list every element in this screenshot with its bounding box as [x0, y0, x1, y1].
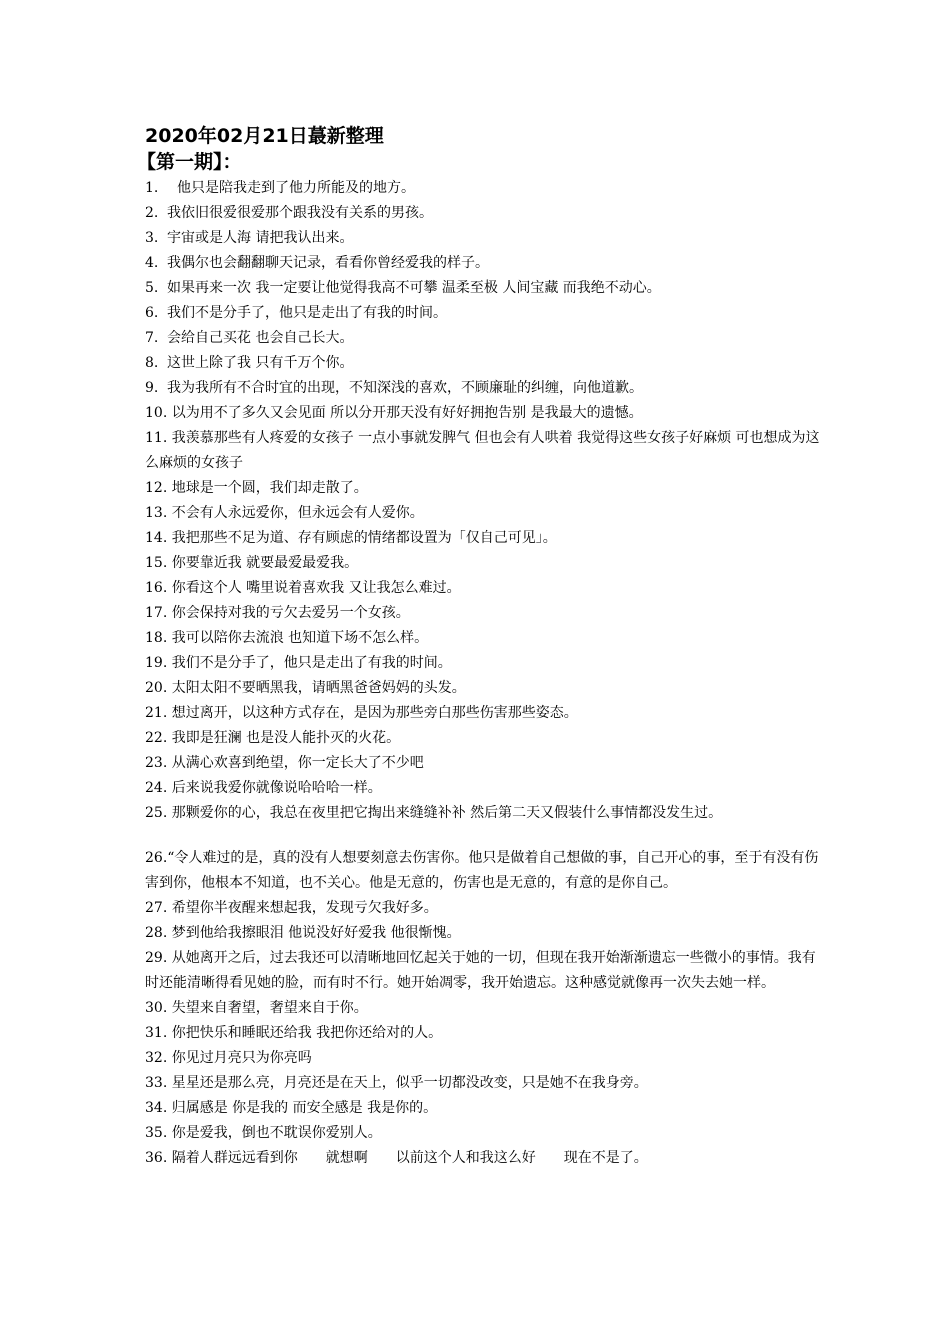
- document-title: 2020年02月21日蕞新整理: [145, 125, 384, 147]
- list-item: [145, 501, 825, 526]
- item-number: 26.: [145, 850, 168, 866]
- item-number: 18.: [145, 630, 168, 646]
- item-number: 17.: [145, 605, 168, 621]
- item-text: 从满心欢喜到绝望，你一定长大了不少吧: [171, 755, 424, 771]
- list-item: [145, 701, 825, 726]
- item-number: 27.: [145, 900, 168, 916]
- list-item: [145, 1071, 825, 1096]
- item-number: 22.: [145, 730, 168, 746]
- item-number: 3.: [145, 230, 159, 246]
- item-text: 你见过月亮只为你亮吗: [171, 1050, 312, 1066]
- paragraph-gap: [145, 826, 825, 846]
- item-text: 不会有人永远爱你，但永远会有人爱你。: [171, 505, 424, 521]
- list-item: [145, 1096, 825, 1121]
- item-number: 6.: [145, 305, 159, 321]
- item-number: 5.: [145, 280, 159, 296]
- item-number: 2.: [145, 205, 159, 221]
- item-number: 31.: [145, 1025, 168, 1041]
- list-item: [145, 996, 825, 1021]
- item-text: 那颗爱你的心，我总在夜里把它掏出来缝缝补补 然后第二天又假装什么事情都没发生过。: [171, 805, 723, 821]
- item-number: 28.: [145, 925, 168, 941]
- item-text: 你会保持对我的亏欠去爱另一个女孩。: [171, 605, 410, 621]
- list-item: [145, 921, 825, 946]
- item-text: 你把快乐和睡眠还给我 我把你还给对的人。: [171, 1025, 443, 1041]
- list-item: [145, 1021, 825, 1046]
- list-item: [145, 576, 825, 601]
- list-item: [145, 401, 825, 426]
- item-text: 他只是陪我走到了他力所能及的地方。: [177, 180, 415, 196]
- item-text: 太阳太阳不要晒黑我，请晒黑爸爸妈妈的头发。: [171, 680, 466, 696]
- list-item: [145, 1146, 825, 1171]
- item-text: 归属感是 你是我的 而安全感是 我是你的。: [171, 1100, 438, 1116]
- item-text: 我可以陪你去流浪 也知道下场不怎么样。: [171, 630, 429, 646]
- item-text: 后来说我爱你就像说哈哈哈一样。: [171, 780, 382, 796]
- list-item: [145, 426, 825, 476]
- document-page: [137, 122, 825, 1171]
- item-text: 希望你半夜醒来想起我，发现亏欠我好多。: [171, 900, 438, 916]
- item-number: 4.: [145, 255, 159, 271]
- item-number: 29.: [145, 950, 168, 966]
- list-item: [145, 896, 825, 921]
- list-item: [145, 626, 825, 651]
- item-text: 我羡慕那些有人疼爱的女孩子 一点小事就发脾气 但也会有人哄着 我觉得这些女孩子好麻烦 可也想成为这么麻烦的女孩子: [145, 430, 820, 471]
- list-item: [145, 551, 825, 576]
- list-item: [145, 251, 825, 276]
- item-text: 会给自己买花 也会自己长大。: [167, 330, 354, 346]
- item-text: 我即是狂澜 也是没人能扑灭的火花。: [171, 730, 401, 746]
- item-text: 这世上除了我 只有千万个你。: [167, 355, 354, 371]
- list-item: [145, 526, 825, 551]
- list-item: [145, 226, 825, 251]
- item-text: 你看这个人 嘴里说着喜欢我 又让我怎么难过。: [171, 580, 461, 596]
- item-number: 24.: [145, 780, 168, 796]
- section-heading: 【第一期】：: [137, 151, 242, 173]
- list-item: [145, 776, 825, 801]
- item-text: 星星还是那么亮，月亮还是在天上，似乎一切都没改变，只是她不在我身旁。: [171, 1075, 648, 1091]
- item-number: 20.: [145, 680, 168, 696]
- list-item: [145, 201, 825, 226]
- item-number: 25.: [145, 805, 168, 821]
- item-number: 10.: [145, 405, 168, 421]
- list-item: [145, 276, 825, 301]
- quote-list: [145, 176, 825, 1171]
- list-item: [145, 1046, 825, 1071]
- list-item: [145, 476, 825, 501]
- item-number: 23.: [145, 755, 168, 771]
- list-item: [145, 801, 825, 826]
- list-item: [145, 946, 825, 996]
- item-number: 15.: [145, 555, 168, 571]
- item-number: 14.: [145, 530, 168, 546]
- list-item: [145, 726, 825, 751]
- item-text: “令人难过的是，真的没有人想要刻意去伤害你。他只是做着自己想做的事，自己开心的事，至于有没有伤害到你，他根本不知道，也不关心。他是无意的，伤害也是无意的，有意的是你自己。: [145, 850, 819, 891]
- item-number: 36.: [145, 1150, 168, 1166]
- item-number: 1.: [145, 180, 159, 196]
- list-item: [145, 601, 825, 626]
- item-number: 11.: [145, 430, 168, 446]
- item-number: 32.: [145, 1050, 168, 1066]
- item-text: 以为用不了多久又会见面 所以分开那天没有好好拥抱告别 是我最大的遗憾。: [171, 405, 643, 421]
- list-item: [145, 676, 825, 701]
- list-item: [145, 1121, 825, 1146]
- item-text: 想过离开，以这种方式存在，是因为那些旁白那些伤害那些姿态。: [171, 705, 578, 721]
- item-number: 16.: [145, 580, 168, 596]
- list-item: [145, 651, 825, 676]
- list-item: [145, 846, 825, 896]
- item-number: 7.: [145, 330, 159, 346]
- item-number: 9.: [145, 380, 159, 396]
- item-text: 隔着人群远远看到你 就想啊 以前这个人和我这么好 现在不是了。: [171, 1150, 648, 1166]
- item-text: 地球是一个圆，我们却走散了。: [171, 480, 368, 496]
- item-text: 梦到他给我擦眼泪 他说没好好爱我 他很惭愧。: [171, 925, 461, 941]
- item-text: 失望来自奢望，奢望来自于你。: [171, 1000, 368, 1016]
- list-item: [145, 326, 825, 351]
- item-text: 从她离开之后，过去我还可以清晰地回忆起关于她的一切，但现在我开始渐渐遗忘一些微小的事情。我有时还能清晰得看见她的脸，而有时不行。她开始凋零，我开始遗忘。这种感觉就像再一次失去她一样。: [145, 950, 816, 991]
- item-number: 30.: [145, 1000, 168, 1016]
- list-item: [145, 301, 825, 326]
- item-text: 我依旧很爱很爱那个跟我没有关系的男孩。: [167, 205, 433, 221]
- item-text: 我为我所有不合时宜的出现，不知深浅的喜欢，不顾廉耻的纠缠，向他道歉。: [167, 380, 643, 396]
- item-text: 如果再来一次 我一定要让他觉得我高不可攀 温柔至极 人间宝藏 而我绝不动心。: [167, 280, 661, 296]
- item-number: 12.: [145, 480, 168, 496]
- list-item: [145, 376, 825, 401]
- item-number: 33.: [145, 1075, 168, 1091]
- item-number: 19.: [145, 655, 168, 671]
- item-text: 宇宙或是人海 请把我认出来。: [167, 230, 354, 246]
- item-number: 21.: [145, 705, 168, 721]
- item-number: 13.: [145, 505, 168, 521]
- list-item: [145, 176, 825, 201]
- list-item: [145, 351, 825, 376]
- item-text: 我们不是分手了，他只是走出了有我的时间。: [167, 305, 447, 321]
- item-number: 34.: [145, 1100, 168, 1116]
- item-number: 8.: [145, 355, 159, 371]
- item-text: 我把那些不足为道、存有顾虑的情绪都设置为「仅自己可见」。: [171, 530, 557, 546]
- item-text: 你是爱我，倒也不耽误你爱别人。: [171, 1125, 382, 1141]
- item-text: 我们不是分手了，他只是走出了有我的时间。: [171, 655, 452, 671]
- list-item: [145, 751, 825, 776]
- item-number: 35.: [145, 1125, 168, 1141]
- item-text: 你要靠近我 就要最爱最爱我。: [171, 555, 359, 571]
- item-text: 我偶尔也会翻翻聊天记录，看看你曾经爱我的样子。: [167, 255, 489, 271]
